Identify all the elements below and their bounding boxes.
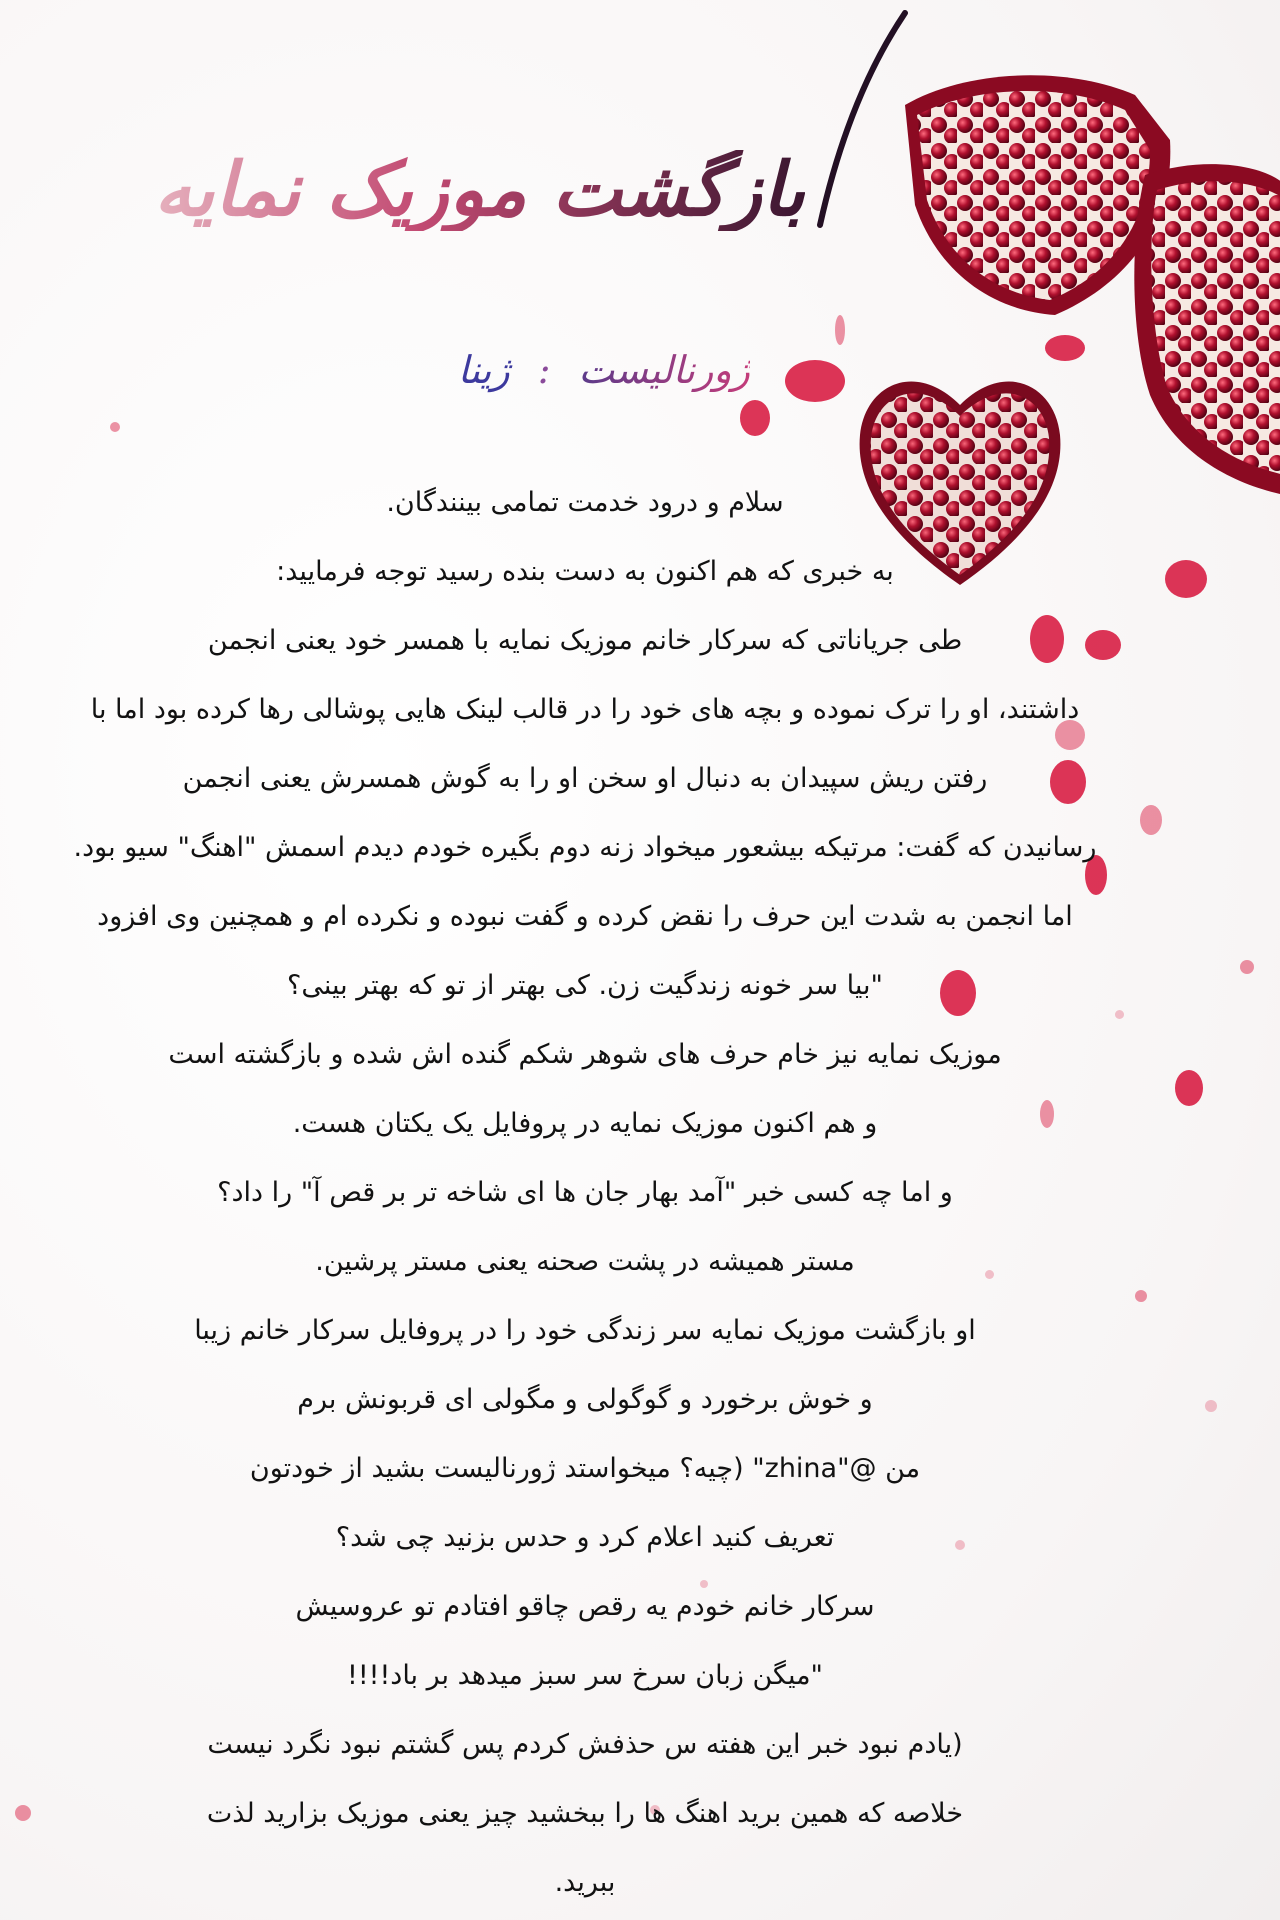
splash-decoration	[1165, 560, 1207, 598]
article-line: اما انجمن به شدت این حرف را نقض کرده و گفت نبوده و نکرده ام و همچنین وی افزود	[97, 901, 1073, 932]
article-line: داشتند، او را ترک نموده و بچه های خود را در قالب لینک هایی پوشالی رها کرده بود اما با	[90, 694, 1080, 725]
splash-decoration	[15, 1805, 31, 1821]
article-line: او بازگشت موزیک نمایه سر زندگی خود را در پروفایل سرکار خانم زیبا	[194, 1315, 976, 1346]
article-line: "میگن زبان سرخ سر سبز میدهد بر باد!!!!	[347, 1660, 823, 1691]
article-line: و هم اکنون موزیک نمایه در پروفایل یک یکتان هست.	[292, 1108, 878, 1139]
splash-decoration	[785, 360, 845, 402]
author-name: ژینا	[457, 348, 510, 392]
article-line: "بیا سر خونه زندگیت زن. کی بهتر از تو که بهتر بینی؟	[287, 970, 883, 1001]
byline-label: ژورنالیست	[578, 348, 750, 392]
splash-decoration	[740, 400, 770, 436]
byline	[190, 348, 750, 392]
splash-decoration	[1175, 1070, 1203, 1106]
article-body	[30, 468, 1140, 1917]
article-line: سرکار خانم خودم یه رقص چاقو افتادم تو عروسیش	[295, 1591, 875, 1622]
article-line: به خبری که هم اکنون به دست بنده رسید توجه فرمایید:	[276, 556, 894, 587]
splash-decoration	[1045, 335, 1085, 361]
article-line: رفتن ریش سپیدان به دنبال او سخن او را به گوش همسرش یعنی انجمن	[182, 763, 988, 794]
article-line: خلاصه که همین برید اهنگ ها را ببخشید چیز یعنی موزیک بزارید لذت	[206, 1798, 964, 1829]
article-line: و اما چه کسی خبر "آمد بهار جان ها ای شاخه تر بر قص آ" را داد؟	[217, 1177, 953, 1208]
article-line: من @"zhina" (چیه؟ میخواستد ژورنالیست بشید از خودتون	[249, 1453, 921, 1484]
article-line: مستر همیشه در پشت صحنه یعنی مستر پرشین.	[315, 1246, 855, 1277]
splash-decoration	[835, 315, 845, 345]
splash-decoration	[1140, 805, 1162, 835]
article-line: (یادم نبود خبر این هفته س حذفش کردم پس گشتم نبود نگرد نیست	[207, 1729, 963, 1760]
article-line: تعریف کنید اعلام کرد و حدس بزنید چی شد؟	[335, 1522, 835, 1553]
article-line: موزیک نمایه نیز خام حرف های شوهر شکم گنده اش شده و بازگشته است	[168, 1039, 1002, 1070]
page-title: بازگشت موزیک نمایه	[105, 150, 805, 231]
byline-separator: :	[537, 348, 551, 392]
splash-decoration	[1240, 960, 1254, 974]
article-line: ببرید.	[554, 1867, 616, 1898]
article-line: طی جریاناتی که سرکار خانم موزیک نمایه با همسر خود یعنی انجمن	[207, 625, 963, 656]
article-line: و خوش برخورد و گوگولی و مگولی ای قربونش برم	[297, 1384, 873, 1415]
title-flourish-icon	[800, 5, 920, 235]
splash-decoration	[110, 422, 120, 432]
article-line: رسانیدن که گفت: مرتیکه بیشعور میخواد زنه دوم بگیره خودم دیدم اسمش "اهنگ" سیو بود.	[73, 832, 1097, 863]
article-line: سلام و درود خدمت تمامی بینندگان.	[386, 487, 784, 518]
splash-decoration	[1205, 1400, 1217, 1412]
